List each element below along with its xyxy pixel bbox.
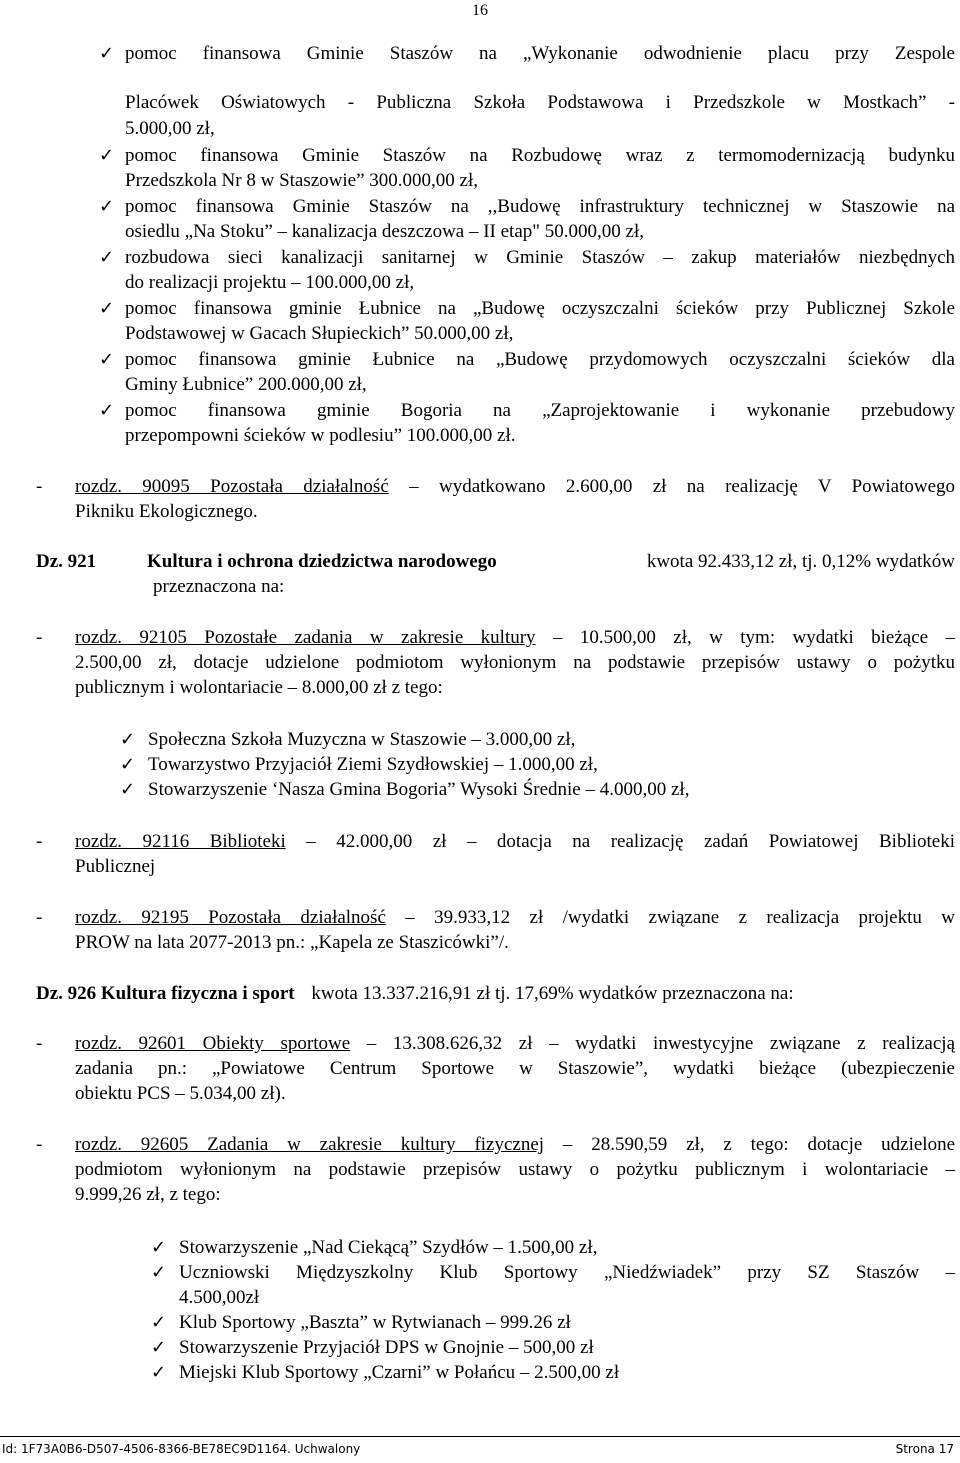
list-text: pomoc finansowa gminie Łubnice na „Budowę przydomowych oczyszczalni ścieków dla: [125, 349, 955, 370]
paragraph-text: PROW na lata 2077-2013 pn.: „Kapela ze Staszicówki”/.: [75, 932, 509, 953]
list-item: [99, 400, 955, 422]
section-title: Kultura fizyczna i sport: [100, 983, 295, 1004]
section-amount: kwota 92.433,12 zł, tj. 0,12% wydatków: [646, 551, 955, 572]
paragraph-text: Publicznej: [75, 856, 156, 877]
list-text: Uczniowski Międzyszkolny Klub Sportowy „Niedźwiadek” przy SZ Staszów –: [179, 1262, 955, 1283]
list-text: pomoc finansowa gminie Bogoria na „Zaprojektowanie i wykonanie przebudowy: [125, 400, 955, 421]
list-item: [99, 247, 955, 269]
check-icon: ✓: [120, 754, 136, 775]
paragraph-text: zadania pn.: „Powiatowe Centrum Sportowe w Staszowie”, wydatki bieżące (ubezpieczenie: [75, 1058, 955, 1079]
list-item: [99, 43, 955, 65]
list-item: [120, 729, 575, 751]
list-item: [151, 1237, 597, 1259]
list-item: [99, 349, 955, 371]
list-item: [99, 145, 955, 167]
check-icon: ✓: [151, 1262, 167, 1283]
list-item: [151, 1262, 955, 1284]
list-text: Stowarzyszenie ‘Nasza Gmina Bogoria” Wysoki Średnie – 4.000,00 zł,: [148, 779, 690, 800]
paragraph-text: – wydatkowano 2.600,00 zł na realizację V Powiatowego: [409, 476, 956, 497]
footer-page-number: Strona 17: [895, 1442, 954, 1456]
list-dash: -: [36, 1134, 43, 1155]
list-text: 5.000,00 zł,: [125, 118, 215, 139]
paragraph-text: – 39.933,12 zł /wydatki związane z realizacja projektu w: [405, 907, 955, 928]
list-text: 4.500,00zł: [179, 1287, 260, 1308]
list-text: Przedszkola Nr 8 w Staszowie” 300.000,00 zł,: [125, 170, 479, 191]
list-text: Stowarzyszenie „Nad Ciekącą” Szydłów – 1.500,00 zł,: [179, 1237, 598, 1258]
check-icon: ✓: [120, 779, 136, 800]
list-dash: -: [36, 1033, 43, 1054]
list-text: przepompowni ścieków w podlesiu” 100.000,00 zł.: [125, 425, 516, 446]
paragraph-text: publicznym i wolontariacie – 8.000,00 zł z tego:: [75, 677, 443, 698]
list-text: Stowarzyszenie Przyjaciół DPS w Gnojnie – 500,00 zł: [179, 1337, 594, 1358]
list-text: pomoc finansowa Gminie Staszów na ,,Budowę infrastruktury technicznej w Staszowie na: [125, 196, 955, 217]
section-number: Dz. 921: [36, 551, 97, 572]
section-code: rozdz. 92605 Zadania w zakresie kultury fizycznej: [75, 1134, 545, 1155]
list-text: Społeczna Szkoła Muzyczna w Staszowie – 3.000,00 zł,: [148, 729, 576, 750]
paragraph-text: przeznaczona na:: [153, 576, 285, 597]
section-number: Dz. 926: [36, 983, 97, 1004]
list-text: rozbudowa sieci kanalizacji sanitarnej w Gminie Staszów – zakup materiałów niezbędnych: [125, 247, 955, 268]
list-dash: -: [36, 476, 43, 497]
check-icon: ✓: [99, 43, 115, 64]
check-icon: ✓: [151, 1312, 167, 1333]
list-dash: -: [36, 627, 43, 648]
paragraph-text: Pikniku Ekologicznego.: [75, 501, 258, 522]
check-icon: ✓: [120, 729, 136, 750]
check-icon: ✓: [99, 247, 115, 268]
paragraph-text: – 42.000,00 zł – dotacja na realizację zadań Powiatowej Biblioteki: [306, 831, 955, 852]
check-icon: ✓: [99, 145, 115, 166]
paragraph-text: 9.999,26 zł, z tego:: [75, 1184, 221, 1205]
list-text: osiedlu „Na Stoku” – kanalizacja deszczowa – II etap" 50.000,00 zł,: [125, 221, 644, 242]
section-title: Kultura i ochrona dziedzictwa narodowego: [147, 551, 497, 572]
list-text: Klub Sportowy „Baszta” w Rytwianach – 999.26 zł: [179, 1312, 571, 1333]
list-item: [120, 754, 598, 776]
footer-divider: [0, 1436, 960, 1437]
paragraph-text: – 10.500,00 zł, w tym: wydatki bieżące –: [552, 627, 955, 648]
check-icon: ✓: [99, 196, 115, 217]
list-item: [151, 1362, 619, 1384]
paragraph-text: – 28.590,59 zł, z tego: dotacje udzielone: [562, 1134, 956, 1155]
list-item: [151, 1312, 571, 1334]
list-text: Placówek Oświatowych - Publiczna Szkoła Podstawowa i Przedszkole w Mostkach” -: [125, 92, 955, 113]
list-text: Miejski Klub Sportowy „Czarni” w Połańcu – 2.500,00 zł: [179, 1362, 620, 1383]
section-code: rozdz. 92116 Biblioteki: [75, 831, 286, 852]
section-heading-926: [36, 983, 794, 1005]
paragraph-92116: [36, 831, 955, 853]
section-code: rozdz. 92195 Pozostała działalność: [75, 907, 386, 928]
paragraph-92605: [36, 1134, 955, 1156]
paragraph-92601: [36, 1033, 955, 1055]
list-dash: -: [36, 907, 43, 928]
section-code: rozdz. 92105 Pozostałe zadania w zakresie kultury: [75, 627, 536, 648]
check-icon: ✓: [151, 1337, 167, 1358]
paragraph-text: 2.500,00 zł, dotacje udzielone podmiotom wyłonionym na podstawie przepisów ustawy o pożytku: [75, 652, 955, 673]
check-icon: ✓: [99, 400, 115, 421]
check-icon: ✓: [99, 349, 115, 370]
list-text: do realizacji projektu – 100.000,00 zł,: [125, 272, 415, 293]
footer-document-id: Id: 1F73A0B6-D507-4506-8366-BE78EC9D1164. Uchwalony: [2, 1442, 361, 1456]
list-text: Gminy Łubnice” 200.000,00 zł,: [125, 374, 367, 395]
paragraph-text: – 13.308.626,32 zł – wydatki inwestycyjne związane z realizacją: [366, 1033, 956, 1054]
list-text: Podstawowej w Gacach Słupieckich” 50.000,00 zł,: [125, 323, 514, 344]
check-icon: ✓: [99, 298, 115, 319]
list-dash: -: [36, 831, 43, 852]
section-heading-921: [36, 551, 955, 573]
list-text: Towarzystwo Przyjaciół Ziemi Szydłowskiej – 1.000,00 zł,: [148, 754, 598, 775]
paragraph-90095: [36, 476, 955, 498]
check-icon: ✓: [151, 1362, 167, 1383]
paragraph-92195: [36, 907, 955, 929]
list-text: pomoc finansowa Gminie Staszów na Rozbudowę wraz z termomodernizacją budynku: [125, 145, 955, 166]
page-number: 16: [472, 2, 488, 19]
list-text: pomoc finansowa Gminie Staszów na „Wykonanie odwodnienie placu przy Zespole: [125, 43, 955, 64]
check-icon: ✓: [151, 1237, 167, 1258]
list-text: pomoc finansowa gminie Łubnice na „Budowę oczyszczalni ścieków przy Publicznej Szkole: [125, 298, 955, 319]
section-code: rozdz. 90095 Pozostała działalność: [75, 476, 389, 497]
list-item: [120, 779, 689, 801]
paragraph-92105: [36, 627, 955, 649]
paragraph-text: obiektu PCS – 5.034,00 zł).: [75, 1083, 286, 1104]
paragraph-text: podmiotom wyłonionym na podstawie przepisów ustawy o pożytku publicznym i wolontariacie –: [75, 1159, 955, 1180]
section-amount: kwota 13.337.216,91 zł tj. 17,69% wydatków przeznaczona na:: [311, 983, 794, 1004]
list-item: [151, 1337, 594, 1359]
list-item: [99, 298, 955, 320]
section-code: rozdz. 92601 Obiekty sportowe: [75, 1033, 351, 1054]
list-item: [99, 196, 955, 218]
